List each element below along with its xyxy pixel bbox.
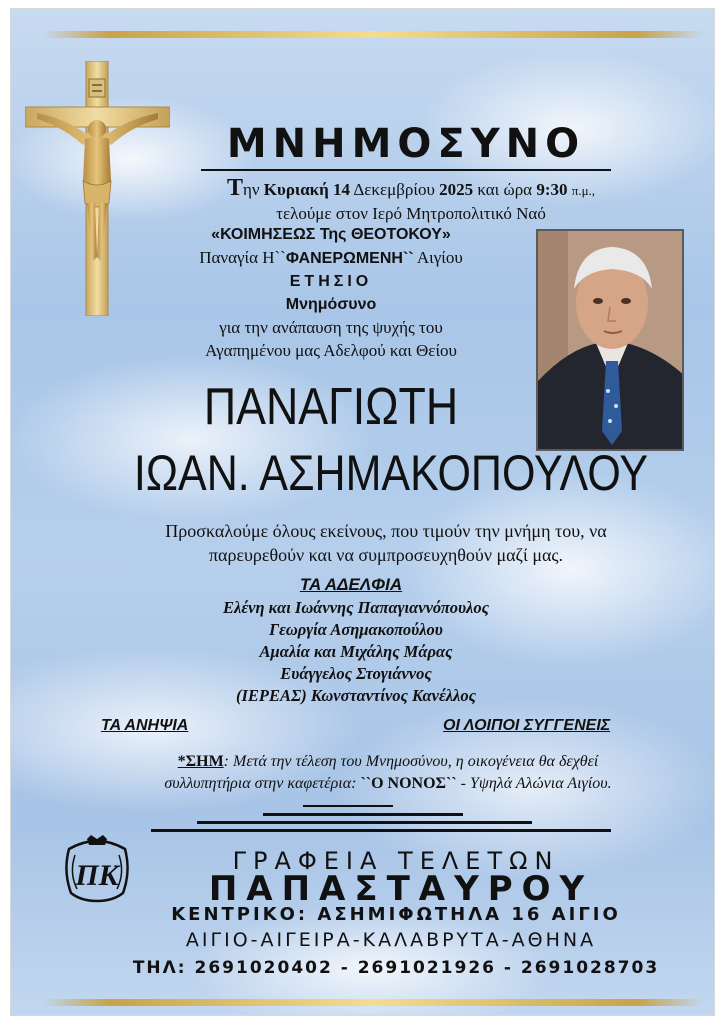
service-month: Δεκεμβρίου — [353, 180, 435, 199]
intro-word: ην — [242, 180, 260, 199]
portrait-photo — [536, 229, 684, 451]
divider-short — [303, 805, 393, 807]
funeral-home-towns: ΑΙΓΙΟ-ΑΙΓΕΙΡΑ-ΚΑΛΑΒΡΥΤΑ-ΑΘΗΝΑ — [185, 929, 597, 951]
sibling-name: Γεωργία Ασημακοπούλου — [269, 620, 443, 639]
church-block — [121, 223, 541, 362]
service-date-number: 14 — [333, 180, 351, 199]
intro-word: και ώρα — [477, 180, 533, 199]
funeral-home-name: ΠΑΠΑΣΤΑΥΡΟΥ — [208, 869, 594, 909]
service-date-line — [131, 177, 691, 202]
drop-letter: Τ — [226, 175, 243, 201]
siblings-heading: ΤΑ ΑΔΕΛΦΙΑ — [299, 575, 403, 594]
service-day: Κυριακή — [263, 180, 329, 199]
church-subtitle-c: Αιγίου — [416, 248, 463, 267]
note-label: *ΣΗΜ — [177, 753, 224, 770]
sibling-name: (ΙΕΡΕΑΣ) Κωνσταντίνος Κανέλλος — [236, 686, 476, 705]
invitation-line-2: παρευρεθούν και να συμπροσευχηθούν μαζί μας. — [208, 545, 564, 565]
sibling-name: Ευάγγελος Στογιάννος — [280, 664, 432, 683]
funeral-home-title: ΓΡΑΦΕΙΑ ΤΕΛΕΤΩΝ — [232, 847, 560, 875]
church-name: «ΚΟΙΜΗΣΕΩΣ Της ΘΕΟΤΟΚΟΥ» — [211, 226, 451, 243]
note-text-2b: - Υψηλά Αλώνια Αιγίου. — [460, 775, 612, 792]
memorial-line-1: για την ανάπαυση της ψυχής του — [219, 318, 443, 337]
note-text-2a: συλλυπητήρια στην καφετέρια: — [164, 775, 357, 792]
note-text-1: : Μετά την τέλεση του Μνημοσύνου, η οικογένεια θα δεχθεί — [223, 753, 599, 770]
memorial-type: Μνημόσυνο — [285, 296, 377, 313]
reception-note — [93, 751, 683, 795]
cafe-name: ``Ο ΝΟΝΟΣ`` — [360, 775, 457, 792]
funeral-home-phone: ΤΗΛ: 2691020402 - 2691021926 - 2691028703 — [132, 958, 660, 978]
memorial-line-2: Αγαπημένου μας Αδελφού και Θείου — [205, 341, 457, 360]
annual-label: ΕΤΗΣΙΟ — [289, 273, 373, 290]
divider-medium — [263, 813, 463, 816]
church-subtitle — [121, 246, 541, 270]
funeral-home-address: ΚΕΝΤΡΙΚΟ: ΑΣΗΜΙΦΩΤΗΛΑ 16 ΑΙΓΙΟ — [171, 904, 621, 925]
divider-long — [197, 821, 532, 824]
service-details — [131, 177, 691, 225]
page-title: ΜΝΗΜΟΣΥΝΟ — [226, 121, 586, 167]
service-year: 2025 — [439, 180, 474, 199]
church-subtitle-a: Παναγία Η`` — [199, 248, 286, 267]
service-ampm: π.μ., — [571, 183, 596, 198]
title-underline — [201, 169, 611, 171]
svg-text:ΠΚ: ΠΚ — [75, 859, 119, 892]
relatives-heading: ΟΙ ΛΟΙΠΟΙ ΣΥΓΓΕΝΕΙΣ — [443, 717, 611, 734]
nephews-heading: ΤΑ ΑΝΗΨΙΑ — [101, 717, 189, 734]
bottom-gold-border — [43, 999, 703, 1006]
top-gold-border — [43, 31, 703, 38]
invitation-line-1: Προσκαλούμε όλους εκείνους, που τιμούν την μνήμη του, να — [165, 521, 607, 541]
service-time: 9:30 — [536, 180, 568, 199]
memorial-notice — [10, 8, 715, 1016]
funeral-home-logo-icon — [61, 835, 133, 903]
sibling-name: Αμαλία και Μιχάλης Μάρας — [259, 642, 453, 661]
sibling-name: Ελένη και Ιωάννης Παπαγιαννόπουλος — [223, 598, 489, 617]
deceased-last-name: ΙΩΑΝ. ΑΣΗΜΑΚΟΠΟΥΛΟΥ — [133, 445, 649, 501]
deceased-first-name: ΠΑΝΑΓΙΩΤΗ — [203, 378, 459, 436]
church-intro-line: τελούμε στον Ιερό Μητροπολιτικό Ναό — [276, 204, 546, 223]
invitation-text — [91, 519, 681, 567]
divider-longest — [151, 829, 611, 832]
church-subtitle-b: ΦΑΝΕΡΩΜΕΝΗ`` — [285, 250, 414, 267]
note-line-1 — [93, 751, 683, 773]
note-line-2 — [93, 773, 683, 795]
siblings-list — [131, 597, 581, 707]
